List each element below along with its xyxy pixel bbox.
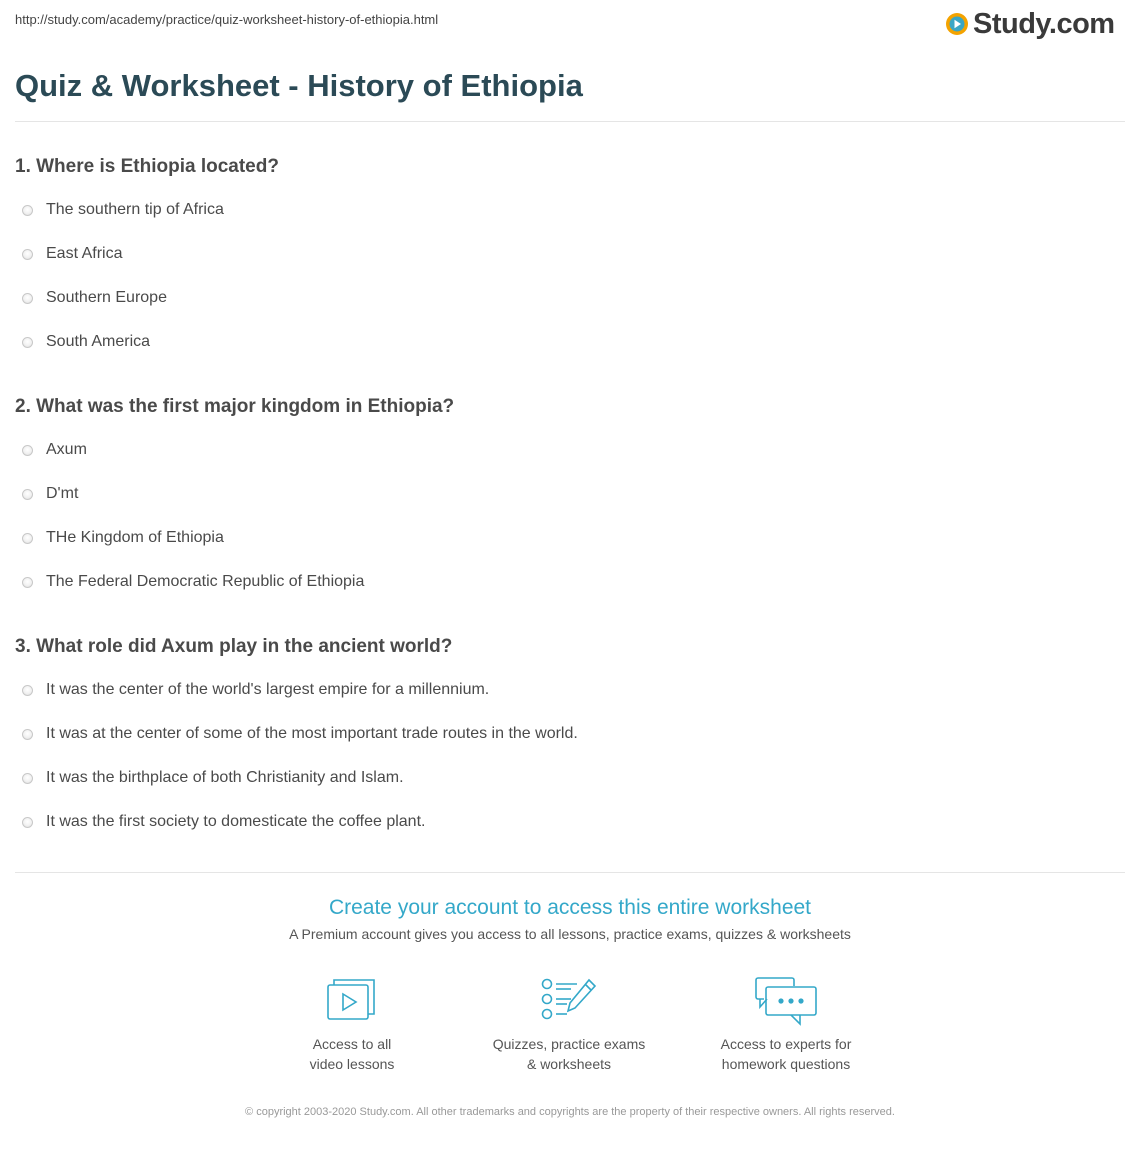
radio-button[interactable] [22,337,33,348]
copyright-notice: © copyright 2003-2020 Study.com. All other trademarks and copyrights are the property of their respective owners. All rights reserved. [245,1106,895,1118]
question-2-text: 2. What was the first major kingdom in Ethiopia? [15,396,455,417]
radio-button[interactable] [22,577,33,588]
quiz-checklist-icon [541,976,597,1022]
feature-label-line1: Quizzes, practice exams [492,1036,646,1052]
radio-button[interactable] [22,489,33,500]
answer-option[interactable] [22,723,578,745]
answer-option[interactable] [22,243,122,265]
answer-label: Southern Europe [46,289,167,306]
radio-button[interactable] [22,773,33,784]
feature-label-line1: Access to all [312,1036,392,1052]
radio-button[interactable] [22,729,33,740]
answer-option[interactable] [22,811,425,833]
answer-option[interactable] [22,767,404,789]
premium-description: A Premium account gives you access to all lessons, practice exams, quizzes & worksheets [289,926,851,942]
question-3-text: 3. What role did Axum play in the ancient world? [15,636,453,657]
page-url: http://study.com/academy/practice/quiz-worksheet-history-of-ethiopia.html [15,12,439,27]
feature-video-lessons [252,976,452,1074]
video-lesson-icon [326,976,378,1022]
chat-bubble-icon [754,976,818,1028]
feature-experts [686,976,886,1074]
title-divider [15,121,1125,122]
create-account-link[interactable]: Create your account to access this entire worksheet [328,896,812,919]
answer-label: THe Kingdom of Ethiopia [46,529,224,546]
radio-button[interactable] [22,249,33,260]
answer-option[interactable] [22,199,224,221]
answer-label: It was the first society to domesticate the coffee plant. [46,813,426,830]
study-logo[interactable] [945,6,1115,42]
section-divider [15,872,1125,873]
play-logo-icon [945,12,969,36]
radio-button[interactable] [22,685,33,696]
feature-label-line2: video lessons [309,1056,395,1072]
answer-label: East Africa [46,245,123,262]
answer-label: D'mt [46,485,79,502]
radio-button[interactable] [22,445,33,456]
top-bar [0,0,1140,48]
radio-button[interactable] [22,205,33,216]
answer-option[interactable] [22,331,150,353]
radio-button[interactable] [22,817,33,828]
answer-option[interactable] [22,679,489,701]
page-title: Quiz & Worksheet - History of Ethiopia [15,68,583,103]
answer-option[interactable] [22,527,224,549]
answer-label: The southern tip of Africa [46,201,224,218]
feature-label-line2: homework questions [721,1056,851,1072]
answer-label: It was the birthplace of both Christianity and Islam. [46,769,404,786]
answer-option[interactable] [22,571,364,593]
answer-label: Axum [46,441,87,458]
feature-label-line1: Access to experts for [720,1036,852,1052]
logo-text: Study.com [973,7,1115,40]
feature-label-line2: & worksheets [526,1056,612,1072]
answer-option[interactable] [22,439,87,461]
answer-label: South America [46,333,151,350]
radio-button[interactable] [22,293,33,304]
feature-quizzes [469,976,669,1074]
answer-label: The Federal Democratic Republic of Ethiopia [46,573,365,590]
radio-button[interactable] [22,533,33,544]
answer-option[interactable] [22,287,167,309]
answer-label: It was at the center of some of the most important trade routes in the world. [46,725,578,742]
answer-option[interactable] [22,483,78,505]
question-1-text: 1. Where is Ethiopia located? [15,156,279,177]
answer-label: It was the center of the world's largest empire for a millennium. [46,681,490,698]
